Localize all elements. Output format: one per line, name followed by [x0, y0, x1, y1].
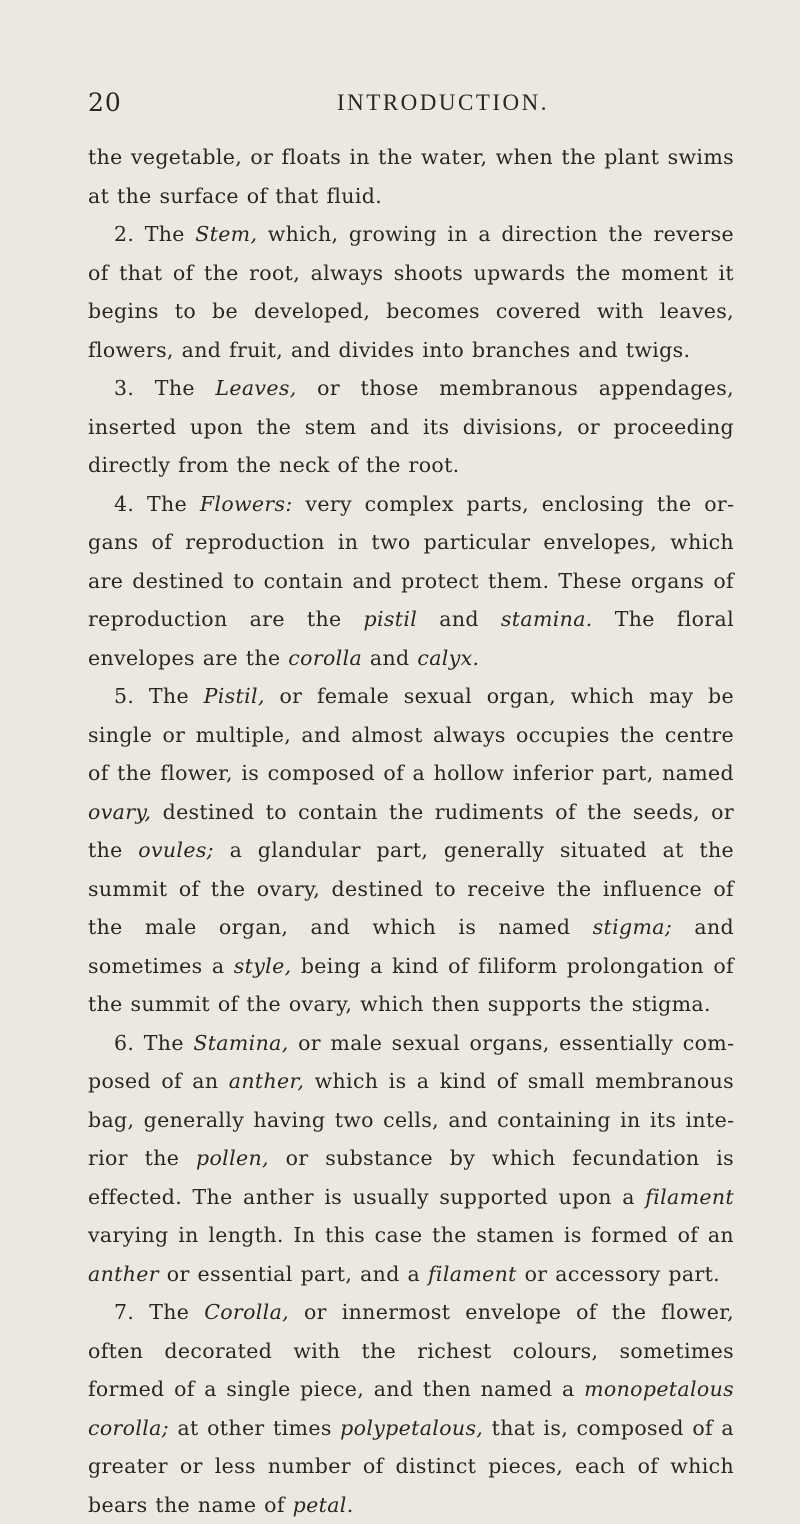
paragraph-corolla: 7. The Corolla, or innermost envelope of the flower, often decorated with the richest colours, sometimes formed of a single piece, and then named a monopetalous corolla; at other times polypetalous, that is, composed of a greater or less number of distinct pieces, each of which bears the name of petal. — [88, 1300, 734, 1517]
term-stamina: stamina. — [500, 607, 593, 631]
paragraph-stamina: 6. The Stamina, or male sexual organs, essentially composed of an anther, which is a kind of small membranous bag, generally having two cells, and containing in its interior the pollen, or substance by which fecundation is effected. The anther is usually supported upon a filament varying in length. In this case the stamen is formed of an anther or essential part, and a filament or accessory part. — [88, 1030, 734, 1286]
paragraph-continuation: the vegetable, or floats in the water, when the plant swims at the surface of that fluid. — [88, 145, 734, 208]
running-title: INTRODUCTION. — [337, 90, 550, 115]
paragraph-leaves: 3. The Leaves, or those membranous appendages, inserted upon the stem and its divisions, or proceeding directly from the neck of the root. — [88, 376, 734, 477]
term-calyx: calyx. — [417, 645, 480, 670]
term-anther: anther — [88, 1261, 159, 1286]
term-flowers: Flowers: — [199, 491, 293, 516]
term-pistil: pistil — [363, 607, 418, 631]
term-corolla: Corolla, — [204, 1300, 290, 1324]
term-stamina: Stamina, — [193, 1030, 289, 1055]
term-ovules: ovules; — [138, 838, 214, 862]
page-number: 20 — [88, 88, 122, 117]
term-ovary: ovary, — [88, 799, 152, 824]
term-stem: Stem, — [195, 222, 258, 246]
term-polypetalous: polypetalous, — [340, 1415, 484, 1440]
term-corolla: corolla — [288, 645, 363, 670]
term-pistil: Pistil, — [203, 684, 265, 708]
term-filament: filament — [645, 1184, 734, 1209]
term-anther: anther, — [228, 1069, 305, 1093]
paragraph-pistil: 5. The Pistil, or female sexual organ, which may be single or multiple, and almost always occupies the centre of the flower, is composed of a hollow inferior part, named ovary, destined to contain the rudiments of the seeds, or the ovules; a glandular part, generally situated at the summit of the ovary, destined to receive the influence of the male organ, and which is named stigma; and sometimes a style, being a kind of filiform prolongation of the summit of the ovary, which then supports the stigma. — [88, 684, 734, 1016]
term-style: style, — [233, 953, 292, 978]
term-leaves: Leaves, — [215, 376, 297, 400]
body-text — [88, 138, 734, 1524]
term-stigma: stigma; — [592, 915, 673, 939]
term-filament: filament — [428, 1261, 517, 1286]
running-header — [88, 88, 738, 120]
term-pollen: pollen, — [196, 1146, 269, 1170]
term-petal: petal. — [292, 1492, 354, 1517]
paragraph-flowers: 4. The Flowers: very complex parts, enclosing the organs of reproduction in two particular envelopes, which are destined to contain and protect them. These organs of reproduction are the pistil and stamina. The floral envelopes are the corolla and calyx. — [88, 491, 734, 670]
term-monopetalous-corolla: monopetalous corolla; — [88, 1377, 734, 1440]
paragraph-stem: 2. The Stem, which, growing in a direction the reverse of that of the root, always shoots upwards the moment it begins to be developed, becomes covered with leaves, flowers, and fruit, and divides into branches and twigs. — [88, 222, 734, 362]
